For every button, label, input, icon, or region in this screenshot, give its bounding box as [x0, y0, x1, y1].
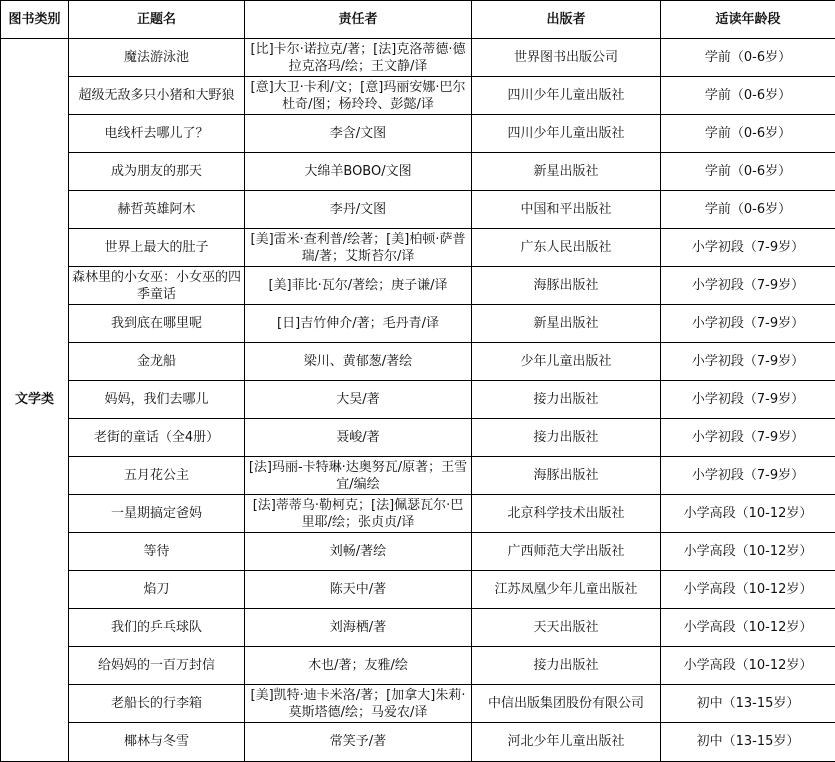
title-cell: 森林里的小女巫：小女巫的四季童话: [69, 267, 245, 305]
publisher-cell: 接力出版社: [472, 419, 661, 457]
publisher-cell: 新星出版社: [472, 153, 661, 191]
title-cell: 给妈妈的一百万封信: [69, 647, 245, 685]
title-cell: 电线杆去哪儿了？: [69, 115, 245, 153]
title-cell: 五月花公主: [69, 457, 245, 495]
table-row: [1, 343, 835, 381]
title-cell: 赫哲英雄阿木: [69, 191, 245, 229]
table-row: [1, 77, 835, 115]
author-cell: [法]玛丽-卡特琳·达奥努瓦/原著；王雪宜/编绘: [245, 457, 472, 495]
header-age: 适读年龄段: [661, 1, 835, 39]
table-row: [1, 533, 835, 571]
publisher-cell: 北京科学技术出版社: [472, 495, 661, 533]
age-cell: 小学初段（7-9岁）: [661, 267, 835, 305]
title-cell: 椰林与冬雪: [69, 723, 245, 762]
age-cell: 小学初段（7-9岁）: [661, 457, 835, 495]
table-row: [1, 267, 835, 305]
table-row: [1, 153, 835, 191]
publisher-cell: 世界图书出版公司: [472, 39, 661, 77]
author-cell: [日]吉竹伸介/著；毛丹青/译: [245, 305, 472, 343]
author-cell: [比]卡尔·诺拉克/著；[法]克洛蒂德·德拉克洛玛/绘；王文静/译: [245, 39, 472, 77]
table-row: [1, 495, 835, 533]
table-row: [1, 191, 835, 229]
age-cell: 学前（0-6岁）: [661, 153, 835, 191]
age-cell: 学前（0-6岁）: [661, 77, 835, 115]
author-cell: [美]菲比·瓦尔/著绘；庚子谦/译: [245, 267, 472, 305]
author-cell: [意]大卫·卡利/文；[意]玛丽安娜·巴尔杜奇/图；杨玲玲、彭懿/译: [245, 77, 472, 115]
title-cell: 金龙船: [69, 343, 245, 381]
title-cell: 我到底在哪里呢: [69, 305, 245, 343]
age-cell: 学前（0-6岁）: [661, 39, 835, 77]
author-cell: [法]蒂蒂乌·勒柯克；[法]佩瑟瓦尔·巴里耶/绘；张贞贞/译: [245, 495, 472, 533]
age-cell: 学前（0-6岁）: [661, 115, 835, 153]
table-row: [1, 457, 835, 495]
publisher-cell: 新星出版社: [472, 305, 661, 343]
author-cell: 刘海栖/著: [245, 609, 472, 647]
age-cell: 初中（13-15岁）: [661, 723, 835, 762]
age-cell: 小学高段（10-12岁）: [661, 647, 835, 685]
header-row: [1, 1, 835, 39]
title-cell: 老船长的行李箱: [69, 685, 245, 723]
title-cell: 一星期搞定爸妈: [69, 495, 245, 533]
table-row: [1, 723, 835, 762]
publisher-cell: 广东人民出版社: [472, 229, 661, 267]
table-row: [1, 305, 835, 343]
age-cell: 学前（0-6岁）: [661, 191, 835, 229]
title-cell: 妈妈，我们去哪儿: [69, 381, 245, 419]
publisher-cell: 天天出版社: [472, 609, 661, 647]
publisher-cell: 接力出版社: [472, 647, 661, 685]
table-row: [1, 685, 835, 723]
author-cell: 李丹/文图: [245, 191, 472, 229]
author-cell: 李含/文图: [245, 115, 472, 153]
header-publisher: 出版者: [472, 1, 661, 39]
author-cell: [美]雷米·查利普/绘著；[美]柏顿·萨普瑞/著；艾斯苔尔/译: [245, 229, 472, 267]
publisher-cell: 少年儿童出版社: [472, 343, 661, 381]
age-cell: 小学高段（10-12岁）: [661, 533, 835, 571]
publisher-cell: 中信出版集团股份有限公司: [472, 685, 661, 723]
publisher-cell: 广西师范大学出版社: [472, 533, 661, 571]
author-cell: 刘畅/著绘: [245, 533, 472, 571]
age-cell: 小学初段（7-9岁）: [661, 419, 835, 457]
table-row: [1, 229, 835, 267]
author-cell: 梁川、黄郁葱/著绘: [245, 343, 472, 381]
age-cell: 小学高段（10-12岁）: [661, 495, 835, 533]
publisher-cell: 四川少年儿童出版社: [472, 77, 661, 115]
author-cell: 木也/著；友雅/绘: [245, 647, 472, 685]
publisher-cell: 接力出版社: [472, 381, 661, 419]
publisher-cell: 海豚出版社: [472, 267, 661, 305]
publisher-cell: 四川少年儿童出版社: [472, 115, 661, 153]
table-row: [1, 647, 835, 685]
title-cell: 焰刀: [69, 571, 245, 609]
header-category: 图书类别: [1, 1, 69, 39]
title-cell: 魔法游泳池: [69, 39, 245, 77]
author-cell: 大吴/著: [245, 381, 472, 419]
table-row: [1, 39, 835, 77]
table-row: [1, 571, 835, 609]
publisher-cell: 河北少年儿童出版社: [472, 723, 661, 762]
age-cell: 小学初段（7-9岁）: [661, 381, 835, 419]
header-author: 责任者: [245, 1, 472, 39]
age-cell: 小学高段（10-12岁）: [661, 571, 835, 609]
age-cell: 初中（13-15岁）: [661, 685, 835, 723]
author-cell: 聂峻/著: [245, 419, 472, 457]
table-row: [1, 419, 835, 457]
author-cell: 常笑予/著: [245, 723, 472, 762]
author-cell: [美]凯特·迪卡米洛/著；[加拿大]朱莉·莫斯塔德/绘；马爱农/译: [245, 685, 472, 723]
category-cell: 文学类: [1, 39, 69, 762]
title-cell: 老街的童话（全4册）: [69, 419, 245, 457]
author-cell: 大绵羊BOBO/文图: [245, 153, 472, 191]
publisher-cell: 海豚出版社: [472, 457, 661, 495]
age-cell: 小学高段（10-12岁）: [661, 609, 835, 647]
header-title: 正题名: [69, 1, 245, 39]
table-row: [1, 381, 835, 419]
title-cell: 我们的乒乓球队: [69, 609, 245, 647]
publisher-cell: 江苏凤凰少年儿童出版社: [472, 571, 661, 609]
title-cell: 成为朋友的那天: [69, 153, 245, 191]
author-cell: 陈天中/著: [245, 571, 472, 609]
title-cell: 等待: [69, 533, 245, 571]
age-cell: 小学初段（7-9岁）: [661, 343, 835, 381]
age-cell: 小学初段（7-9岁）: [661, 229, 835, 267]
title-cell: 超级无敌多只小猪和大野狼: [69, 77, 245, 115]
title-cell: 世界上最大的肚子: [69, 229, 245, 267]
publisher-cell: 中国和平出版社: [472, 191, 661, 229]
age-cell: 小学初段（7-9岁）: [661, 305, 835, 343]
table-row: [1, 115, 835, 153]
table-row: [1, 609, 835, 647]
